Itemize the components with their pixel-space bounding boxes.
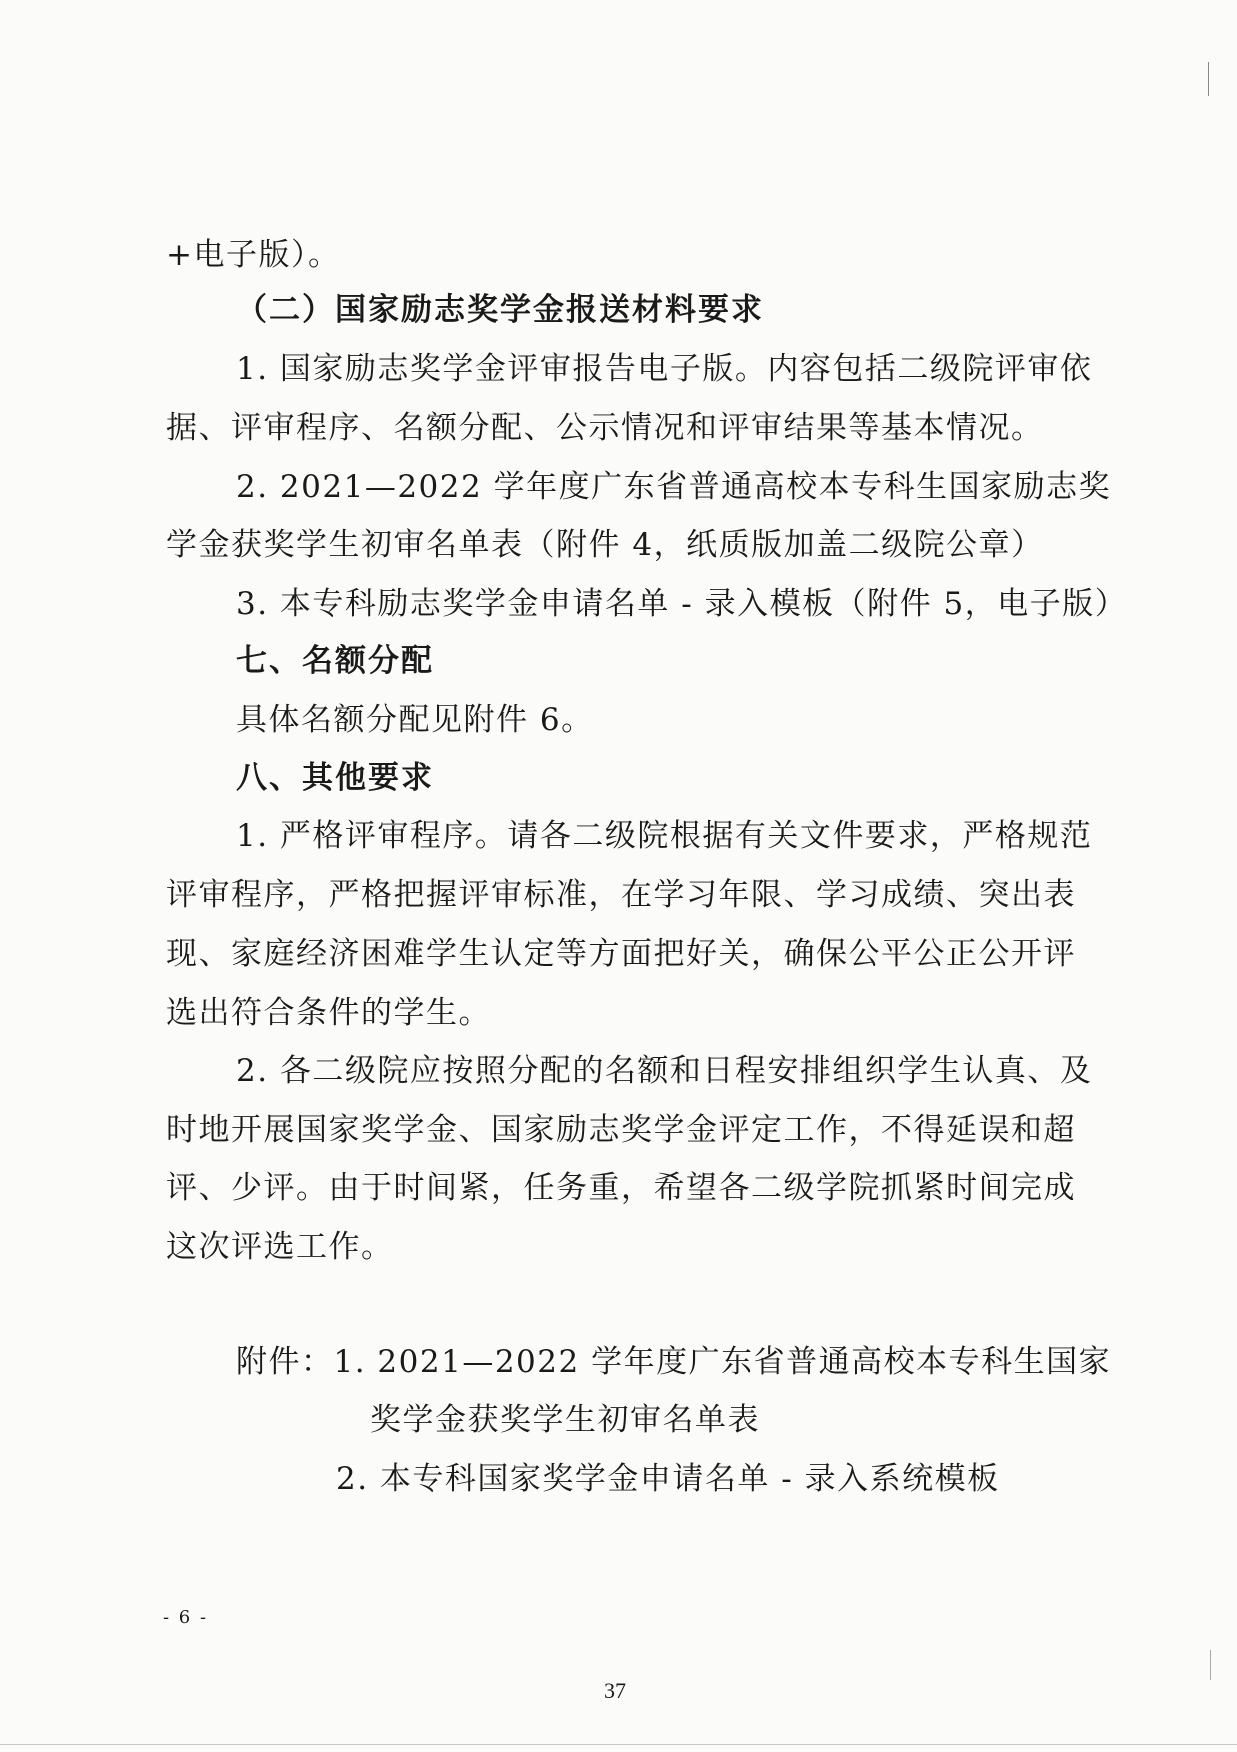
body-line-1: +电子版）。 — [166, 237, 341, 273]
section-heading-7: 七、名额分配 — [236, 643, 434, 679]
scan-artifact-bottom-right — [1210, 1650, 1211, 1680]
page-marker: - 6 - — [163, 1607, 209, 1628]
attachment-line-3: 2. 本专科国家奖学金申请名单 - 录入系统模板 — [336, 1461, 1000, 1497]
body-line-17: 评、少评。由于时间紧，任务重，希望各二级学院抓紧时间完成 — [166, 1170, 1076, 1206]
page-number: 37 — [604, 1678, 626, 1703]
body-line-9: 具体名额分配见附件 6。 — [236, 702, 594, 738]
body-line-16: 时地开展国家奖学金、国家励志奖学金评定工作，不得延误和超 — [166, 1112, 1076, 1148]
body-line-4: 据、评审程序、名额分配、公示情况和评审结果等基本情况。 — [166, 410, 1044, 446]
body-line-12: 评审程序，严格把握评审标准，在学习年限、学习成绩、突出表 — [166, 877, 1076, 913]
scan-artifact-top-right — [1208, 62, 1209, 96]
attachment-line-1: 附件：1. 2021—2022 学年度广东省普通高校本专科生国家 — [236, 1344, 1112, 1380]
body-line-13: 现、家庭经济困难学生认定等方面把好关，确保公平公正公开评 — [166, 936, 1076, 972]
scan-edge-line — [0, 1744, 1237, 1745]
body-line-3: 1. 国家励志奖学金评审报告电子版。内容包括二级院评审依 — [236, 351, 1093, 387]
body-line-5: 2. 2021—2022 学年度广东省普通高校本专科生国家励志奖 — [236, 469, 1112, 505]
body-line-7: 3. 本专科励志奖学金申请名单 - 录入模板（附件 5，电子版） — [236, 586, 1128, 622]
section-heading-2: （二）国家励志奖学金报送材料要求 — [236, 292, 764, 328]
attachment-line-2: 奖学金获奖学生初审名单表 — [370, 1402, 760, 1438]
body-line-18: 这次评选工作。 — [166, 1229, 394, 1265]
section-heading-8: 八、其他要求 — [236, 760, 434, 796]
body-line-11: 1. 严格评审程序。请各二级院根据有关文件要求，严格规范 — [236, 818, 1093, 854]
body-line-6: 学金获奖学生初审名单表（附件 4，纸质版加盖二级院公章） — [166, 527, 1044, 563]
body-line-15: 2. 各二级院应按照分配的名额和日程安排组织学生认真、及 — [236, 1053, 1093, 1089]
body-line-14: 选出符合条件的学生。 — [166, 995, 491, 1031]
